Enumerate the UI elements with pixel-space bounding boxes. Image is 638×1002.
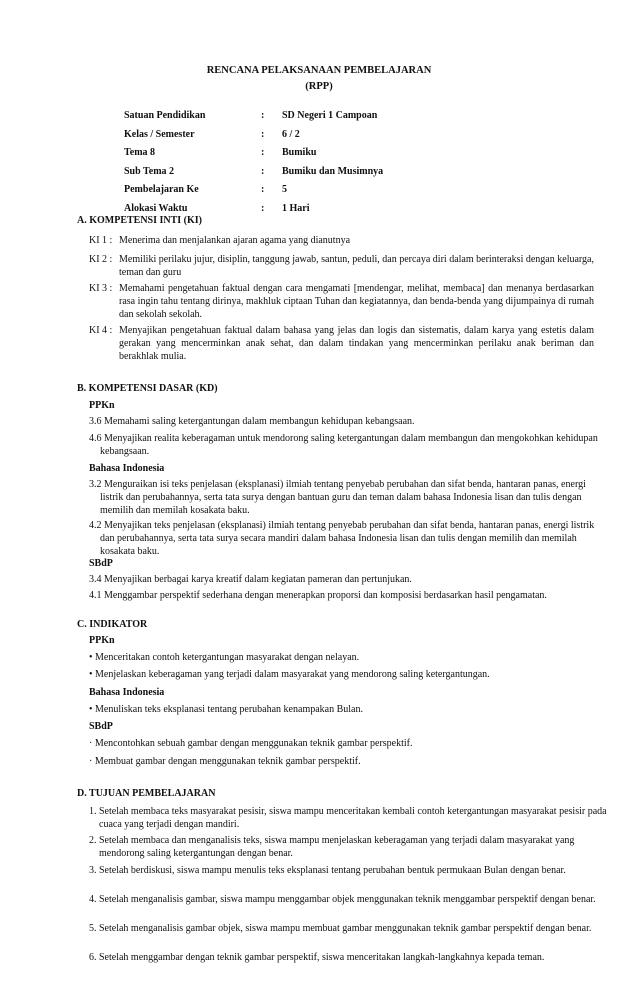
subject-ppkn: PPKn [89,400,115,411]
kd-item: 4.6 Menyajikan realita keberagaman untuk mendorong saling ketergantungan dalam membangun dan mengokohkan kehidupan kebangsaan. [89,433,598,457]
section-a-title: A. KOMPETENSI INTI (KI) [77,215,203,226]
subject-ppkn: PPKn [89,635,115,646]
objective-item: 1. Setelah membaca teks masyarakat pesisir, siswa mampu menceritakan kembali contoh ketergantungan masyarakat pesisir pada cuaca yang terjadi dengan mandiri. [89,806,607,830]
identity-label: Satuan Pendidikan [124,110,206,121]
objective-item: 6. Setelah menggambar dengan teknik gambar perspektif, siswa menceritakan langkah-langkahnya kepada teman. [89,952,545,963]
ki-item [89,234,594,247]
kd-item: 3.2 Menguraikan isi teks penjelasan (eksplanasi) ilmiah tentang penyebab perubahan dan sifat benda, hantaran panas, energi listrik dan perubahannya, serta tata surya dengan bantuan guru dan teman dalam bahasa Indonesia lisan dan tulis dengan memilih dan memilah kosakata baku. [89,479,586,516]
ki-text: Menyajikan pengetahuan faktual dalam bahasa yang jelas dan logis dan sistematis, dalam karya yang estetis dalam gerakan yang mencerminkan anak sehat, dan dalam tindakan yang mencerminkan perilaku anak beriman dan berakhlak mulia. [119,325,594,362]
section-d-title: D. TUJUAN PEMBELAJARAN [77,788,216,799]
identity-row [124,183,564,202]
identity-label: Pembelajaran Ke [124,184,199,195]
identity-value: SD Negeri 1 Campoan [282,110,378,121]
objective-item: 3. Setelah berdiskusi, siswa mampu menulis teks eksplanasi tentang perubahan bentuk permukaan Bulan dengan benar. [89,865,566,876]
document-title: RENCANA PELAKSANAAN PEMBELAJARAN [206,65,432,76]
objective-item: 4. Setelah menganalisis gambar, siswa mampu menggambar objek menggunakan teknik menggambar perspektif dengan benar. [89,894,596,905]
identity-colon: : [261,128,265,140]
subject-sbdp: SBdP [89,721,113,732]
ki-number: KI 4 : [89,325,113,336]
ki-text: Menerima dan menjalankan ajaran agama yang dianutnya [119,235,351,246]
identity-row [124,128,564,147]
subject-bahasa-indonesia: Bahasa Indonesia [89,687,165,698]
identity-value: 6 / 2 [282,128,300,140]
subject-bahasa-indonesia: Bahasa Indonesia [89,463,165,474]
section-c-title: C. INDIKATOR [77,619,148,630]
kd-item: 4.1 Menggambar perspektif sederhana dengan menerapkan proporsi dan komposisi berdasarkan hasil pengamatan. [89,590,547,601]
ki-text: Memahami pengetahuan faktual dengan cara mengamati [mendengar, melihat, membaca] dan menanya berdasarkan rasa ingin tahu tentang dirinya, makhluk ciptaan Tuhan dan kegiatannya, dan benda-benda yang dijumpainya di rumah dan sekolah sekolah. [119,283,594,320]
indicator-item: · Membuat gambar dengan menggunakan teknik gambar perspektif. [89,756,361,767]
indicator-item: • Menjelaskan keberagaman yang terjadi dalam masyarakat yang mendorong saling ketergantungan. [89,669,490,680]
identity-value: 5 [282,184,287,195]
identity-label: Sub Tema 2 [124,165,175,177]
objective-item: 5. Setelah menganalisis gambar objek, siswa mampu membuat gambar menggunakan teknik gambar perspektif dengan benar. [89,923,592,934]
identity-row [124,165,564,184]
identity-label: Kelas / Semester [124,128,195,140]
kd-item: 3.4 Menyajikan berbagai karya kreatif dalam kegiatan pameran dan pertunjukan. [89,574,412,585]
kd-item: 3.6 Memahami saling ketergantungan dalam membangun kehidupan kebangsaan. [89,416,415,427]
identity-value: Bumiku dan Musimnya [282,165,384,177]
identity-colon: : [261,147,265,158]
document-subtitle: (RPP) [305,81,333,92]
identity-value: Bumiku [282,147,317,158]
kd-item: 4.2 Menyajikan teks penjelasan (eksplanasi) ilmiah tentang penyebab perubahan dan sifat benda, hantaran panas, energi listrik dan perubahannya, serta tata surya secara mandiri dalam bahasa Indonesia lisan dan tulis dengan memilih dan memilah kosakata baku. [89,520,595,557]
subject-sbdp: SBdP [89,558,113,569]
identity-label: Alokasi Waktu [124,202,188,214]
identity-colon: : [261,110,265,121]
indicator-item: • Menuliskan teks eksplanasi tentang perubahan kenampakan Bulan. [89,704,363,715]
ki-text: Memiliki perilaku jujur, disiplin, tanggung jawab, santun, peduli, dan percaya diri dalam berinteraksi dengan keluarga, teman dan guru [119,254,594,278]
ki-item [89,282,594,321]
identity-table [124,109,564,220]
indicator-item: · Mencontohkan sebuah gambar dengan menggunakan teknik gambar perspektif. [89,738,413,749]
identity-row [124,109,564,128]
objective-item: 2. Setelah membaca dan menganalisis teks, siswa mampu menjelaskan keberagaman yang terjadi dalam masyarakat yang mendorong saling ketergantungan dengan benar. [89,835,575,859]
ki-item [89,253,594,279]
ki-number: KI 2 : [89,254,113,265]
ki-number: KI 3 : [89,283,113,294]
identity-label: Tema 8 [124,147,156,158]
identity-row [124,146,564,165]
indicator-item: • Menceritakan contoh ketergantungan masyarakat dengan nelayan. [89,652,360,663]
identity-colon: : [261,165,265,177]
identity-colon: : [261,202,265,214]
identity-colon: : [261,184,265,195]
ki-number: KI 1 : [89,235,113,246]
ki-item [89,324,594,363]
section-b-title: B. KOMPETENSI DASAR (KD) [77,383,218,394]
identity-value: 1 Hari [282,202,310,214]
